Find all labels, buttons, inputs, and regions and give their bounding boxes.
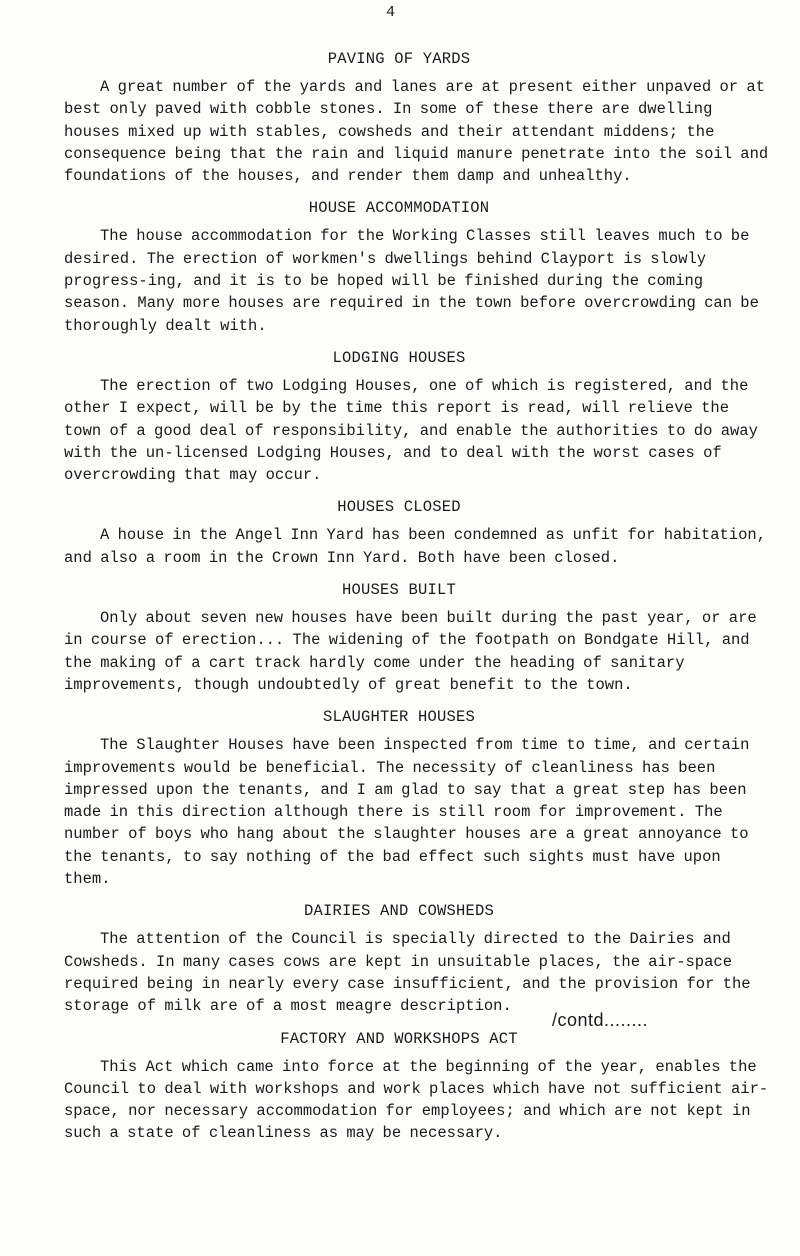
section-houses-closed (64, 498, 774, 569)
section-heading: HOUSE ACCOMMODATION (308, 199, 490, 218)
section-heading: FACTORY AND WORKSHOPS ACT (280, 1029, 518, 1048)
section-slaughter-houses (64, 708, 774, 890)
continued-marker: /contd........ (552, 1010, 649, 1030)
section-body: A house in the Angel Inn Yard has been condemned as unfit for habitation, and also a room in the Crown Inn Yard. Both have been closed. (64, 526, 767, 567)
section-body: Only about seven new houses have been built during the past year, or are in course of erection... The widening of the footpath on Bondgate Hill, and the making of a cart track hardly come under the heading of sanitary improvements, though undoubtedly of great benefit to the town. (64, 609, 757, 694)
section-body: This Act which came into force at the beginning of the year, enables the Council to deal with workshops and work places which have not sufficient air-space, nor necessary accommodation for employees; and which are not kept in such a state of cleanliness as may be necessary. (64, 1057, 769, 1143)
page-number: 4 (386, 4, 396, 21)
section-body: The attention of the Council is specially directed to the Dairies and Cowsheds. In many cases cows are kept in unsuitable places, the air-space required being in nearly every case insufficient, and the provision for the storage of milk are of a most meagre description. (64, 930, 751, 1016)
section-heading: DAIRIES AND COWSHEDS (303, 902, 495, 921)
section-body: A great number of the yards and lanes are at present either unpaved or at best only paved with cobble stones. In some of these there are dwelling houses mixed up with stables, cowsheds and their attendant middens; the consequence being that the rain and liquid manure penetrate into the soil and foundations of the houses, and render them damp and unhealthy. (64, 78, 769, 186)
section-factory-and-workshops-act (64, 1030, 774, 1145)
section-body: The house accommodation for the Working Classes still leaves much to be desired. The erection of workmen's dwellings behind Clayport is slowly progress-ing, and it is to be hoped will be finished during the coming season. Many more houses are required in the town before overcrowding can be thoroughly dealt with. (64, 227, 759, 335)
section-heading: SLAUGHTER HOUSES (322, 708, 476, 727)
section-dairies-and-cowsheds (64, 902, 774, 1017)
section-heading: PAVING OF YARDS (327, 50, 471, 68)
section-body: The Slaughter Houses have been inspected from time to time, and certain improvements would be beneficial. The necessity of cleanliness has been impressed upon the tenants, and I am glad to say that a great step has been made in this direction although there is still room for improvement. The number of boys who hang about the slaughter houses are a great annoyance to the tenants, to say nothing of the bad effect such sights must have upon them. (64, 736, 750, 889)
section-heading: HOUSES BUILT (341, 581, 457, 600)
section-heading: LODGING HOUSES (332, 348, 466, 367)
section-paving-of-yards (64, 50, 774, 187)
section-house-accommodation (64, 199, 774, 336)
section-body: The erection of two Lodging Houses, one of which is registered, and the other I expect, will be by the time this report is read, will relieve the town of a good deal of responsibility, and enable the authorities to do away with the un-licensed Lodging Houses, and to deal with the worst cases of overcrowding that may occur. (64, 376, 758, 485)
section-lodging-houses (64, 349, 774, 486)
section-houses-built (64, 581, 774, 696)
report-content (64, 50, 774, 1157)
section-heading: HOUSES CLOSED (337, 498, 461, 517)
